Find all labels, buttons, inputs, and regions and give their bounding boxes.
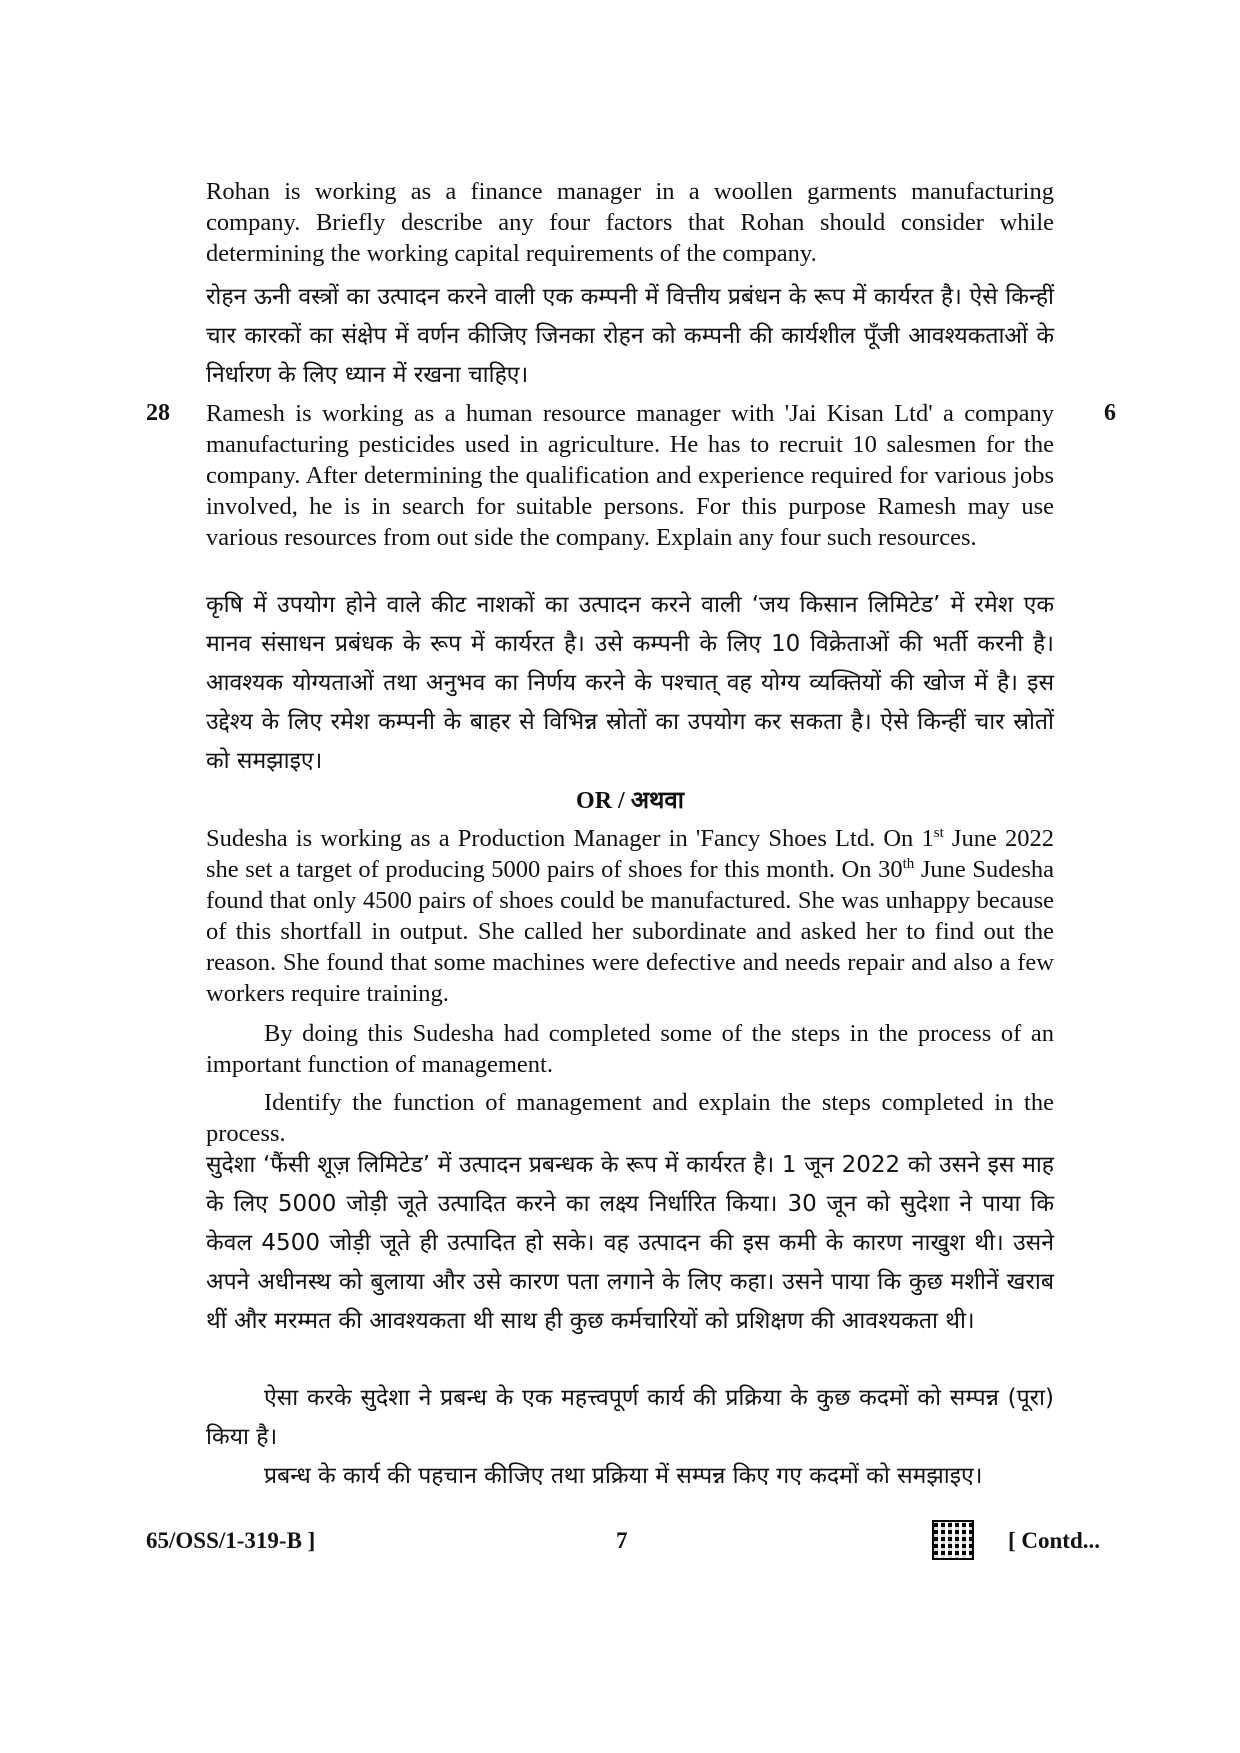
q27-hindi-text: रोहन ऊनी वस्त्रों का उत्पादन करने वाली एक कम्पनी में वित्तीय प्रबंधन के रूप में कार्यरत है। ऐसे किन्हीं चार कारकों का संक्षेप में वर्णन कीजिए जिनका रोहन को कम्पनी की कार्यशील पूँजी आवश्यकताओं के निर्धारण के लिए ध्यान में रखना चाहिए। — [206, 284, 1054, 388]
alt-en-sup1: st — [933, 824, 944, 841]
qr-code-icon — [932, 1520, 974, 1560]
q28-alt-hindi-para1: सुदेशा ‘फैंसी शूज़ लिमिटेड’ में उत्पादन प्रबन्धक के रूप में कार्यरत है। 1 जून 2022 को उसने इस माह के लिए 5000 जोड़ी जूते उत्पादित करने का लक्ष्य निर्धारित किया। 30 जून को सुदेशा ने पाया कि केवल 4500 जोड़ी जूते ही उत्पादित हो सके। वह उत्पादन की इस कमी के कारण नाखुश थी। उसने अपने अधीनस्थ को बुलाया और उसे कारण पता लगाने के लिए कहा। उसने पाया कि कुछ मशीनें खराब थीं और मरम्मत की आवश्यकता थी साथ ही कुछ कर्मचारियों को प्रशिक्षण की आवश्यकता थी। — [206, 1152, 1054, 1334]
alt-en-part1: Sudesha is working as a Production Manager in 'Fancy Shoes Ltd. On 1 — [206, 825, 934, 852]
alt-en-part2: June 2022 she set a target of producing 5000 pairs of shoes for this month. On 30 — [206, 825, 1054, 883]
alt-en-part3: June Sudesha found that only 4500 pairs of shoes could be manufactured. She was unhappy because of this shortfall in output. She called her subordinate and asked her to find out the reason. She found that some machines were defective and needs repair and also a few workers require training. — [206, 856, 1054, 1007]
q28-alt-hindi-para2: ऐसा करके सुदेशा ने प्रबन्ध के एक महत्त्वपूर्ण कार्य की प्रक्रिया के कुछ कदमों को सम्पन्न (पूरा) किया है। — [206, 1385, 1054, 1450]
q28-alt-english-para3: Identify the function of management and explain the steps completed in the process. — [206, 1089, 1054, 1147]
q28-alt-hindi-para3: प्रबन्ध के कार्य की पहचान कीजिए तथा प्रक्रिया में सम्पन्न किए गए कदमों को समझाइए। — [264, 1463, 983, 1489]
continued-label: [ Contd... — [1008, 1528, 1101, 1553]
page-number: 7 — [616, 1528, 628, 1553]
q28-alt-english-para2: By doing this Sudesha had completed some of the steps in the process of an important function of management. — [206, 1020, 1054, 1078]
alt-en-sup2: th — [902, 855, 915, 872]
question-marks: 6 — [1104, 400, 1116, 426]
q28-alt-english-para1 — [206, 823, 1054, 1009]
q27-english-text: Rohan is working as a finance manager in a woollen garments manufacturing company. Briefly describe any four factors that Rohan should consider while determining the working capital requirements of the company. — [206, 178, 1054, 267]
q28-english-text: Ramesh is working as a human resource manager with 'Jai Kisan Ltd' a company manufacturing pesticides used in agriculture. He has to recruit 10 salesmen for the company. After determining the qualification and experience required for various jobs involved, he is in search for suitable persons. For this purpose Ramesh may use various resources from out side the company. Explain any four such resources. — [206, 400, 1054, 551]
question-number: 28 — [146, 400, 170, 426]
q28-hindi-text: कृषि में उपयोग होने वाले कीट नाशकों का उत्पादन करने वाली ‘जय किसान लिमिटेड’ में रमेश एक मानव संसाधन प्रबंधक के रूप में कार्यरत है। उसे कम्पनी के लिए 10 विक्रेताओं की भर्ती करनी है। आवश्यक योग्यताओं तथा अनुभव का निर्णय करने के पश्चात् वह योग्य व्यक्तियों की खोज में है। इस उद्देश्य के लिए रमेश कम्पनी के बाहर से विभिन्न स्रोतों का उपयोग कर सकता है। ऐसे किन्हीं चार स्रोतों को समझाइए। — [206, 592, 1054, 774]
or-heading: OR / अथवा — [576, 788, 684, 814]
paper-code: 65/OSS/1-319-B ] — [146, 1528, 316, 1553]
